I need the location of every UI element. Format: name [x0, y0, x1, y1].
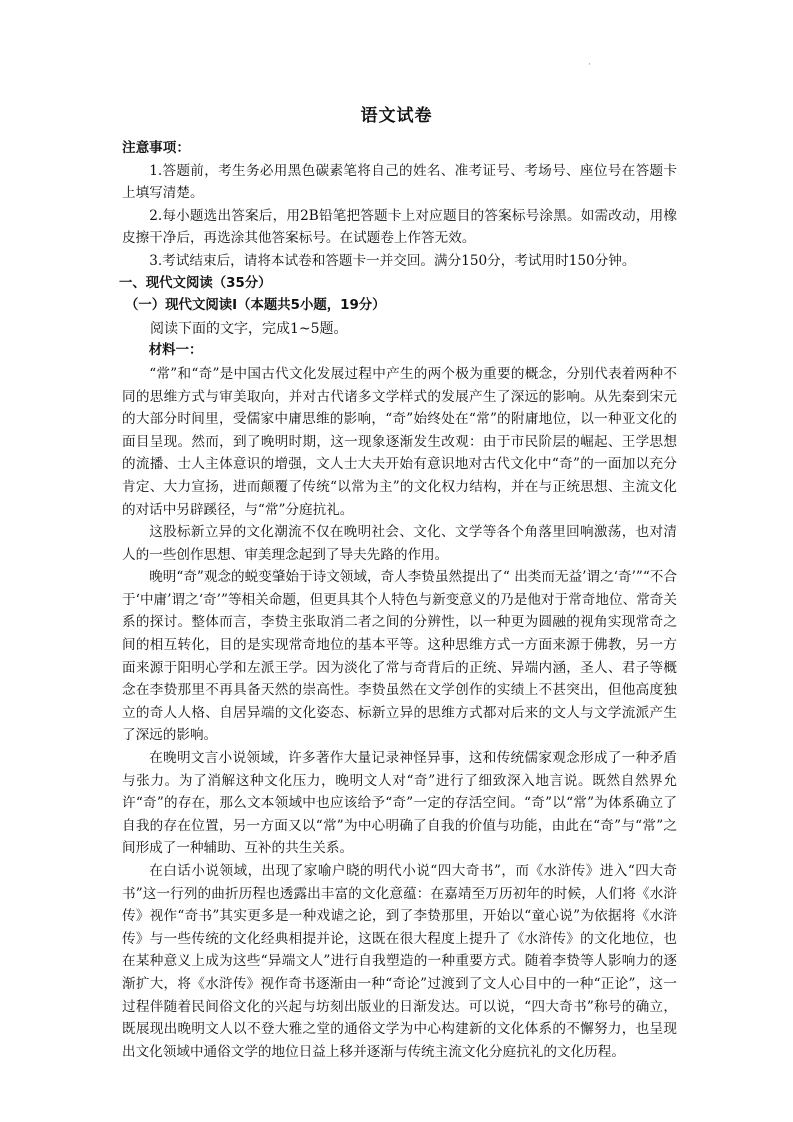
notice-item-2: 2.每小题选出答案后，用2B铅笔把答题卡上对应题目的答案标号涂黑。如需改动，用橡皮擦干净后，再选涂其他答案标号。在试题卷上作答无效。: [122, 207, 677, 247]
passage-paragraph-1: “常”和“奇”是中国古代文化发展过程中产生的两个极为重要的概念，分别代表着两种不同的思维方式与审美取向，并对古代诸多文学样式的发展产生了深远的影响。从先秦到宋元的大部分时间里，受儒家中庸思维的影响，“奇”始终处在“常”的附庸地位，以一种亚文化的面目呈现。然而，到了晚明时期，这一现象逐渐发生改观：由于市民阶层的崛起、王学思想的流播、士人主体意识的增强，文人士大夫开始有意识地对古代文化中“奇”的一面加以充分肯定、大力宣扬，进而颠覆了传统“以常为主”的文化权力结构，并在与正统思想、主流文化的对话中另辟蹊径，与“常”分庭抗礼。: [122, 365, 677, 518]
notice-item-1: 1.答题前，考生务必用黑色碳素笔将自己的姓名、准考证号、考场号、座位号在答题卡上填写清楚。: [122, 162, 677, 202]
passage-paragraph-4: 在晚明文言小说领域，许多著作大量记录神怪异事，这和传统儒家观念形成了一种矛盾与张力。为了消解这种文化压力，晚明文人对“奇”进行了细致深入地言说。既然自然界允许“奇”的存在，那么文本领域中也应该给予“奇”一定的存活空间。“奇”以“常”为体系确立了自我的存在位置，另一方面又以“常”为中心明确了自我的价值与功能，由此在“奇”与“常”之间形成了一种辅助、互补的共生关系。: [122, 750, 677, 857]
exam-content: [119, 137, 677, 1063]
page-title: 语文试卷: [360, 106, 433, 126]
passage-paragraph-5: 在白话小说领域，出现了家喻户晓的明代小说“四大奇书”，而《水浒传》进入“四大奇书”这一行列的曲折历程也透露出丰富的文化意蕴：在嘉靖至万历初年的时候，人们将《水浒传》视作“奇书”其实更多是一种戏谑之论，到了李贽那里，开始以“童心说”为依据将《水浒传》与一些传统的文化经典相提并论，这既在很大程度上提升了《水浒传》的文化地位，也在某种意义上成为这些“异端文人”进行自我塑造的一种重要方式。随着李贽等人影响力的逐渐扩大，将《水浒传》视作奇书逐渐由一种“奇论”过渡到了文人心目中的一种“正论”，这一过程伴随着民间俗文化的兴起与坊刻出版业的日渐发达。可以说，“四大奇书”称号的确立，既展现出晚明文人以不登大雅之堂的通俗文学为中心构建新的文化体系的不懈努力，也呈现出文化领域中通俗文学的地位日益上移并逐渐与传统主流文化分庭抗礼的文化历程。: [122, 863, 677, 1060]
subsection-heading: （一）现代文阅读Ⅰ（本题共5小题，19分）: [125, 298, 386, 314]
passage-paragraph-3: 晚明“奇”观念的蜕变肇始于诗文领域，奇人李贽虽然提出了“ 出类而无益’谓之‘奇’”“不合于‘中庸’谓之‘奇’”等相关命题，但更具其个人特色与新变意义的乃是他对于常奇地位、常奇关系的探讨。整体而言，李贽主张取消二者之间的分辨性，以一种更为圆融的视角实现常奇之间的相互转化，目的是实现常奇地位的基本平等。这种思维方式一方面来源于佛教，另一方面来源于阳明心学和左派王学。因为淡化了常与奇背后的正统、异端内涵，圣人、君子等概念在李贽那里不再具备天然的崇高性。李贽虽然在文学创作的实绩上不甚突出，但他高度独立的奇人人格、自居异端的文化姿态、标新立异的思维方式都对后来的文人与文学流派产生了深远的影响。: [122, 569, 677, 744]
reading-instruction: 阅读下面的文字，完成1~5题。: [150, 320, 348, 337]
notice-heading: 注意事项：: [122, 140, 190, 156]
notice-item-3: 3.考试结束后，请将本试卷和答题卡一并交回。满分150分，考试用时150分钟。: [149, 252, 636, 269]
section-heading: 一、现代文阅读（35分）: [119, 275, 272, 291]
page-mark: ·: [588, 60, 591, 70]
material-label: 材料一：: [148, 343, 203, 359]
passage-paragraph-2: 这股标新立异的文化潮流不仅在晚明社会、文化、文学等各个角落里回响激荡，也对清人的一些创作思想、审美理念起到了导夫先路的作用。: [122, 524, 677, 563]
